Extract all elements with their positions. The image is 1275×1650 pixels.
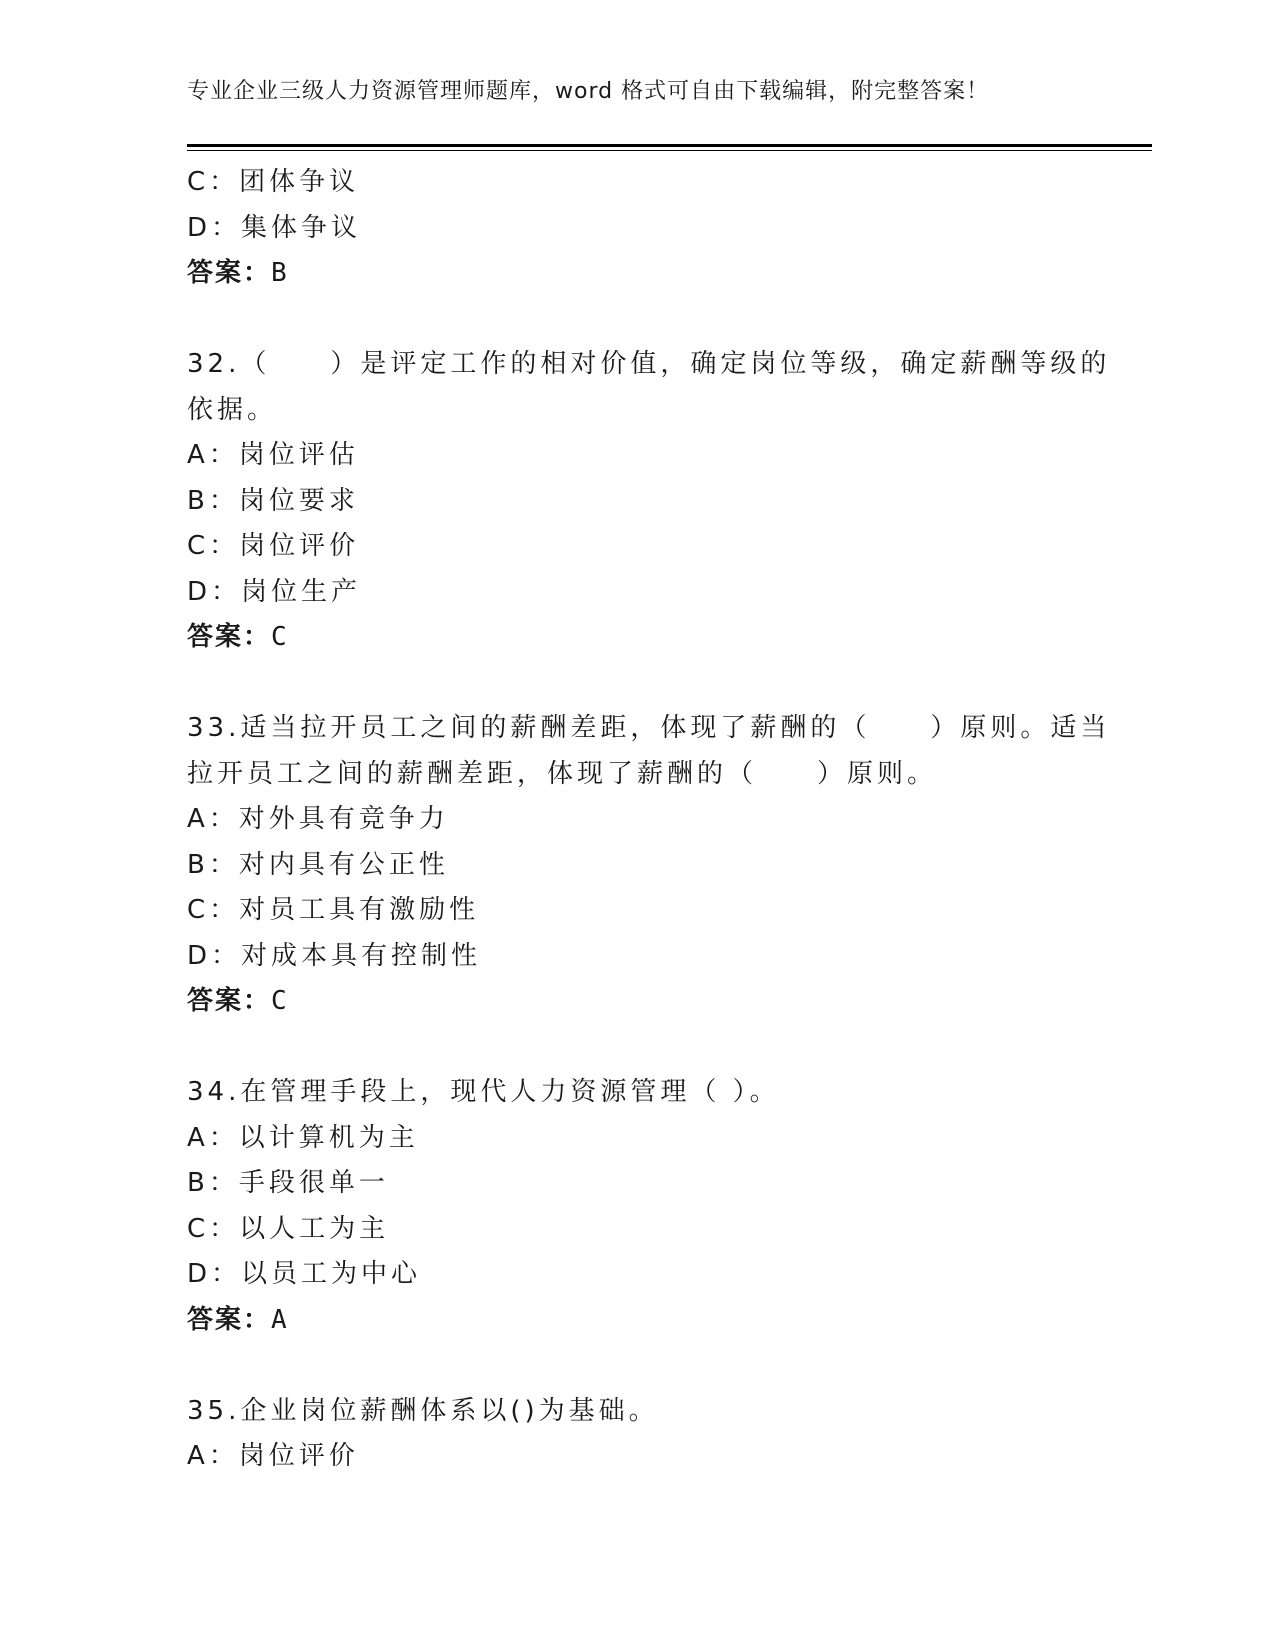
answer-label: 答案： xyxy=(187,986,272,1016)
option-d: D：对成本具有控制性 xyxy=(187,940,482,971)
option-d: D：集体争议 xyxy=(187,212,362,243)
spacer xyxy=(187,297,1087,343)
question-31-continuation xyxy=(187,160,1087,297)
option-a: A：岗位评价 xyxy=(187,1441,359,1471)
question-35 xyxy=(187,1389,1087,1480)
option-a: A：岗位评估 xyxy=(187,440,359,470)
question-33 xyxy=(187,706,1111,1025)
spacer xyxy=(187,1025,1087,1071)
option-a: A：对外具有竞争力 xyxy=(187,804,449,834)
option-b: B：岗位要求 xyxy=(187,485,359,516)
option-c: C：以人工为主 xyxy=(187,1213,390,1244)
question-text-line: 32.（ ）是评定工作的相对价值，确定岗位等级，确定薪酬等级的 xyxy=(187,349,1111,379)
spacer xyxy=(187,661,1087,707)
question-34 xyxy=(187,1070,1087,1343)
option-c: C：团体争议 xyxy=(187,167,360,197)
answer-label: 答案： xyxy=(187,622,272,652)
question-text-line: 依据。 xyxy=(187,394,278,425)
header-rule-thin xyxy=(187,150,1152,151)
answer-value: B xyxy=(271,258,287,288)
question-32 xyxy=(187,342,1111,661)
option-c: C：对员工具有激励性 xyxy=(187,895,480,925)
answer-label: 答案： xyxy=(187,1304,272,1335)
header-rule-thick xyxy=(187,144,1152,147)
answer-label: 答案： xyxy=(187,258,272,288)
answer-value: A xyxy=(271,1304,287,1335)
answer-value: C xyxy=(271,986,287,1016)
question-text-line: 35.企业岗位薪酬体系以()为基础。 xyxy=(187,1395,659,1426)
question-text-line: 34.在管理手段上，现代人力资源管理（ ）。 xyxy=(187,1077,780,1107)
page-header: 专业企业三级人力资源管理师题库，word 格式可自由下载编辑，附完整答案！ xyxy=(187,79,990,104)
answer-value: C xyxy=(271,622,287,652)
option-b: B：对内具有公正性 xyxy=(187,849,449,880)
answer-line xyxy=(187,1298,1087,1344)
option-a: A：以计算机为主 xyxy=(187,1122,419,1153)
question-text-line: 拉开员工之间的薪酬差距，体现了薪酬的（ ）原则。 xyxy=(187,758,938,789)
answer-line xyxy=(187,615,1087,661)
option-d: D：岗位生产 xyxy=(187,576,362,607)
option-c: C：岗位评价 xyxy=(187,531,360,561)
spacer xyxy=(187,1343,1087,1389)
question-text-line: 33.适当拉开员工之间的薪酬差距，体现了薪酬的（ ）原则。适当 xyxy=(187,713,1111,743)
answer-line xyxy=(187,979,1087,1025)
question-list xyxy=(187,160,1111,1480)
answer-line xyxy=(187,251,1087,297)
option-d: D：以员工为中心 xyxy=(187,1259,422,1289)
option-b: B：手段很单一 xyxy=(187,1168,389,1198)
